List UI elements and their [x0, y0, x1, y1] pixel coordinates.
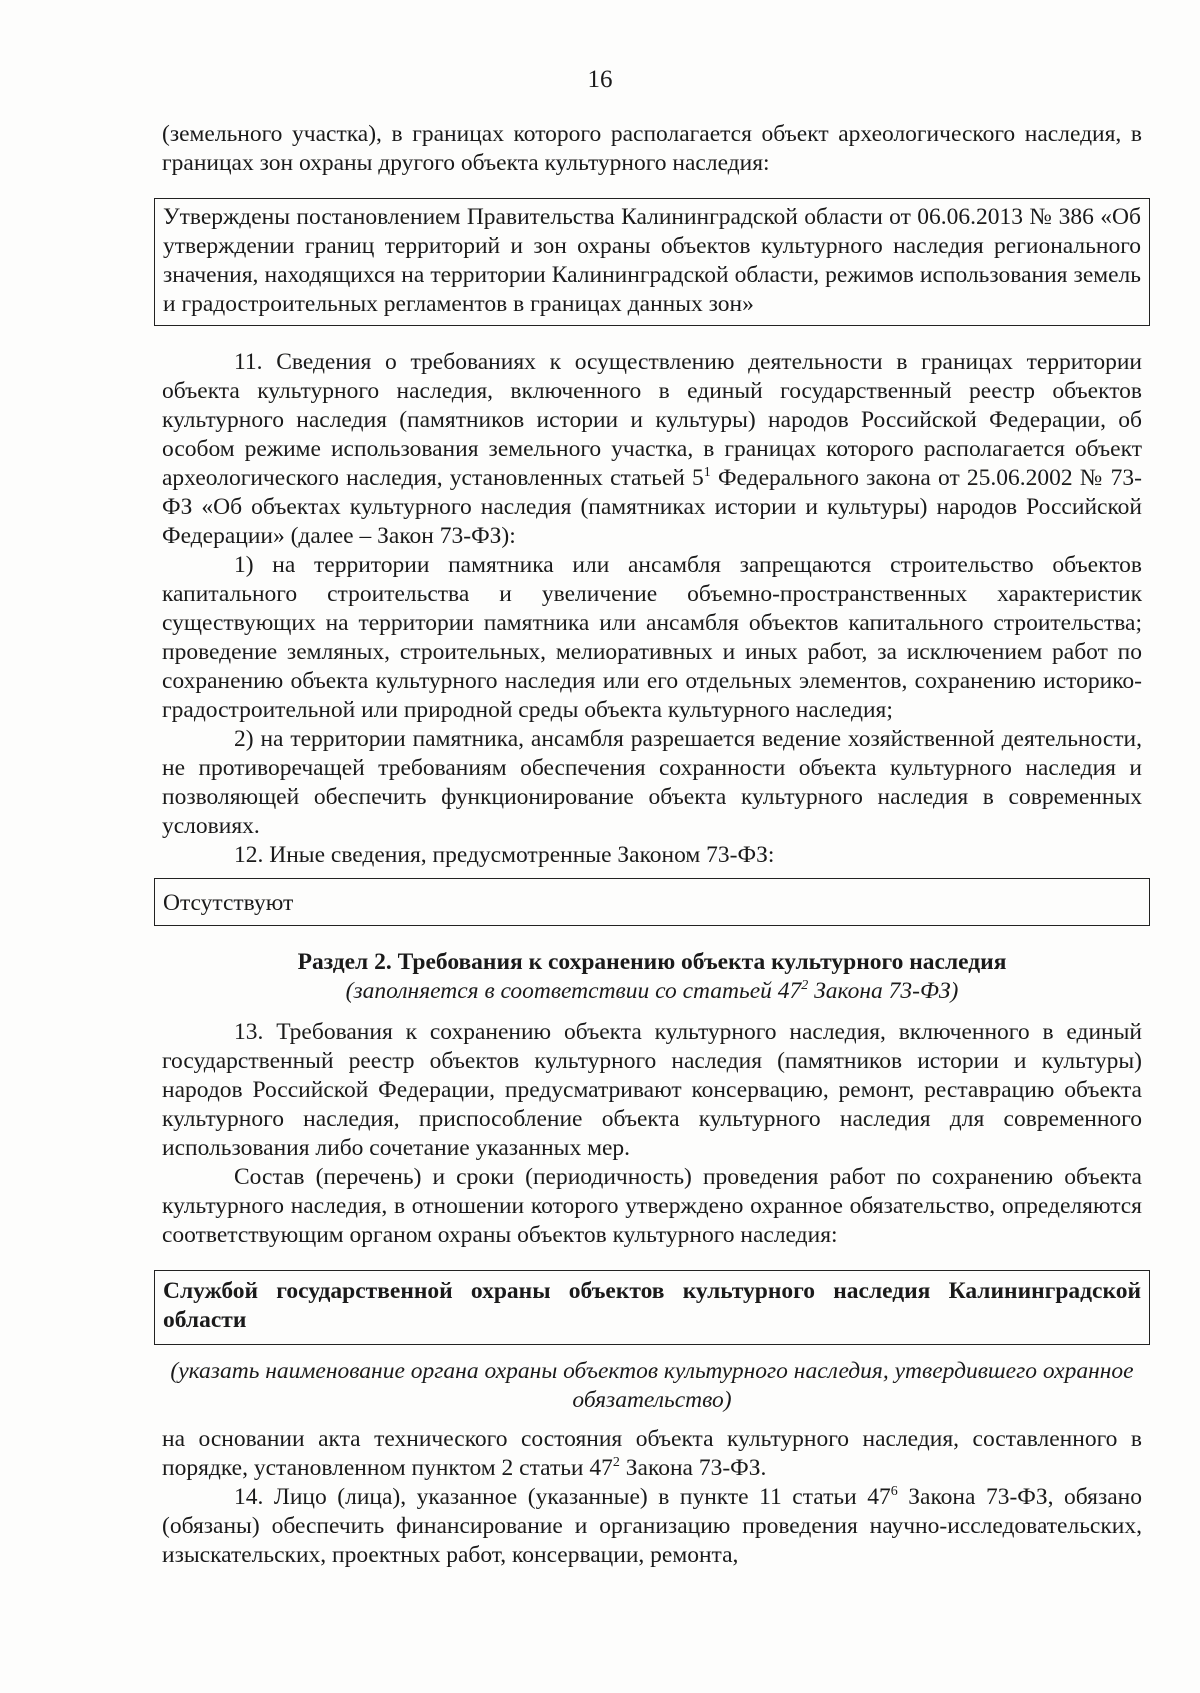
section-2-subtitle-sup: 2 — [801, 978, 809, 993]
list-item-2: 2) на территории памятника, ансамбля разрешается ведение хозяйственной деятельности, не противоречащей требованиям обеспечения сохранности объекта культурного наследия и позволяющей обеспечить функционирование объекта культурного наследия в современных условиях. — [162, 726, 1142, 839]
approval-box-text: Утверждены постановлением Правительства Калининградской области от 06.06.2013 № 386 «Об утверждении границ территорий и зон охраны объектов культурного наследия регионального значения, находящихся на территории Калининградской области, режимов использования земель и градостроительных регламентов в границах данных зон» — [163, 204, 1141, 317]
intro-paragraph: (земельного участка), в границах которого располагается объект археологического наследия, в границах зон охраны другого объекта культурного наследия: — [162, 121, 1142, 176]
paragraph-12: 12. Иные сведения, предусмотренные Законом 73-ФЗ: — [234, 842, 775, 868]
paragraph-11 — [162, 348, 1142, 551]
list-item-1: 1) на территории памятника или ансамбля запрещаются строительство объектов капитального строительства и увеличение объемно-пространственных характеристик существующих на территории памятника или ансамбля объектов капитального строительства; проведение земляных, строительных, мелиоративных и иных работ, за исключением работ по сохранению объекта культурного наследия или его отдельных элементов, сохранению историко-градостроительной или природной среды объекта культурного наследия; — [162, 552, 1142, 723]
document-content — [162, 120, 1142, 1570]
other-info-box-text: Отсутствуют — [163, 890, 294, 916]
paragraph-14-sup: 6 — [890, 1484, 898, 1499]
basis-paragraph-text: на основании акта технического состояния объекта культурного наследия, составленного в порядке, установленном пунктом 2 статьи 47 — [162, 1426, 1142, 1481]
paragraph-14 — [162, 1483, 1142, 1570]
paragraph-13: 13. Требования к сохранению объекта культурного наследия, включенного в единый государственный реестр объектов культурного наследия (памятников истории и культуры) народов Российской Федерации, предусматривают консервацию, ремонт, реставрацию объекта культурного наследия, приспособление объекта культурного наследия для современного использования либо сочетание указанных мер. — [162, 1019, 1142, 1161]
section-2-subtitle-text: (заполняется в соответствии со статьей 47 — [345, 978, 802, 1004]
other-info-box — [154, 878, 1150, 926]
section-2-title: Раздел 2. Требования к сохранению объекта культурного наследия — [297, 949, 1007, 975]
paragraph-13-composition: Состав (перечень) и сроки (периодичность) проведения работ по сохранению объекта культурного наследия, в отношении которого утверждено охранное обязательство, определяются соответствующим органом охраны объектов культурного наследия: — [162, 1164, 1142, 1248]
section-2-subtitle — [162, 977, 1142, 1006]
approval-box — [154, 198, 1150, 326]
authority-caption: (указать наименование органа охраны объектов культурного наследия, утвердившего охранное обязательство) — [170, 1358, 1134, 1413]
paragraph-14-text-end: Закона 73-ФЗ, обязано (обязаны) обеспечить финансирование и организацию проведения научно-исследовательских, изыскательских, проектных работ, консервации, ремонта, — [162, 1484, 1142, 1568]
paragraph-11-sup: 1 — [703, 465, 711, 480]
authority-box — [154, 1270, 1150, 1345]
basis-paragraph-text-end: Закона 73-ФЗ. — [619, 1455, 767, 1481]
basis-paragraph-sup: 2 — [612, 1455, 620, 1470]
paragraph-11-text: 11. Сведения о требованиях к осуществлению деятельности в границах территории объекта культурного наследия, включенного в единый государственный реестр объектов культурного наследия (памятников истории и культуры) народов Российской Федерации, об особом режиме использования земельного участка, в границах которого располагается объект археологического наследия, установленных статьей 5 — [162, 349, 1142, 491]
section-2-subtitle-text-end: Закона 73-ФЗ) — [808, 978, 959, 1004]
authority-box-text: Службой государственной охраны объектов культурного наследия Калининградской области — [163, 1278, 1141, 1333]
page-number: 16 — [587, 66, 613, 93]
paragraph-11-text-end: Федерального закона от 25.06.2002 № 73-ФЗ «Об объектах культурного наследия (памятниках истории и культуры) народов Российской Федерации» (далее – Закон 73-ФЗ): — [162, 465, 1143, 549]
basis-paragraph — [162, 1425, 1142, 1483]
paragraph-14-text: 14. Лицо (лица), указанное (указанные) в пункте 11 статьи 47 — [234, 1484, 891, 1510]
